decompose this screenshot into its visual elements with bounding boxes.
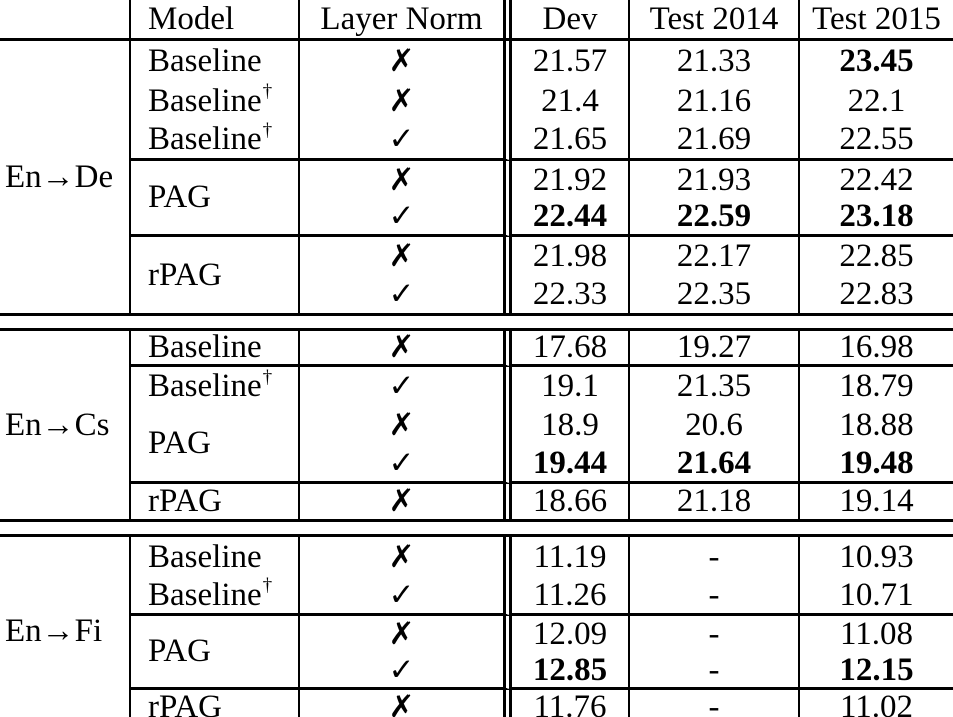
test2014-value: 21.18 — [630, 484, 800, 519]
check-icon: ✓ — [388, 576, 415, 613]
test2015-value: 18.88 — [839, 407, 914, 443]
test2015-value: 22.83 — [839, 275, 914, 312]
test2014-value: - — [630, 537, 800, 577]
model-label: Baseline — [148, 538, 262, 575]
dev-value: 18.66 — [512, 484, 630, 519]
section-divider — [0, 313, 953, 331]
layer-norm-cell — [300, 537, 512, 577]
test2014-value: 19.27 — [630, 331, 800, 367]
layer-norm-cell — [300, 237, 512, 275]
layer-norm-cell — [300, 690, 512, 717]
model-cell — [131, 161, 300, 237]
cross-icon: ✗ — [388, 407, 415, 443]
dev-value: 22.44 — [512, 199, 630, 237]
test2014-value: 22.35 — [630, 275, 800, 313]
check-icon: ✓ — [388, 444, 415, 481]
layer-norm-cell — [300, 161, 512, 199]
test2014-value: 21.16 — [630, 81, 800, 121]
layer-norm-cell — [300, 41, 512, 81]
model-label: Baseline — [148, 576, 262, 613]
col-header-test-2015: Test 2015 — [812, 0, 941, 37]
dev-value: 11.19 — [512, 537, 630, 577]
check-icon: ✓ — [388, 275, 415, 312]
dev-value: 21.92 — [512, 161, 630, 199]
dev-value: 18.9 — [512, 406, 630, 445]
model-cell: Baseline † — [131, 367, 300, 406]
cross-icon: ✗ — [388, 483, 415, 519]
test2015-value: 23.45 — [839, 42, 914, 79]
test2014-value: 21.93 — [630, 161, 800, 199]
model-cell — [131, 237, 300, 313]
model-label: rPAG — [148, 256, 222, 293]
layer-norm-cell — [300, 367, 512, 406]
layer-norm-cell — [300, 121, 512, 161]
dev-value: 19.44 — [512, 445, 630, 484]
test2015-value: 19.48 — [800, 445, 953, 484]
model-cell — [131, 690, 300, 717]
test2014-value: 21.69 — [630, 121, 800, 161]
cross-icon: ✗ — [388, 42, 415, 79]
dev-value: 12.09 — [512, 616, 630, 653]
test2015-value: 18.79 — [839, 368, 914, 404]
dev-value: 21.57 — [512, 41, 630, 81]
layer-norm-cell — [300, 577, 512, 616]
check-icon: ✓ — [388, 368, 415, 404]
cross-icon: ✗ — [388, 689, 415, 717]
layer-norm-cell — [300, 81, 512, 121]
dev-value: 22.33 — [512, 275, 630, 313]
layer-norm-cell — [300, 445, 512, 484]
test2014-value: 20.6 — [630, 406, 800, 445]
test2015-value: 10.71 — [800, 577, 953, 616]
col-header-model: Model — [131, 0, 300, 38]
table-header-row — [0, 0, 953, 41]
model-cell — [131, 484, 300, 519]
test2014-value: - — [630, 653, 800, 690]
cross-icon: ✗ — [388, 161, 415, 198]
section-en-cs — [0, 331, 953, 519]
section-divider — [0, 519, 953, 537]
cross-icon: ✗ — [388, 538, 415, 575]
model-cell — [131, 537, 300, 577]
test2015-value: 12.15 — [800, 653, 953, 690]
test2014-value: 21.33 — [630, 41, 800, 81]
dev-value: 11.76 — [512, 690, 630, 717]
model-cell: Baseline † — [131, 121, 300, 161]
model-label: Baseline — [148, 42, 262, 79]
layer-norm-cell — [300, 406, 512, 445]
test2015-value: 11.08 — [839, 616, 914, 652]
model-label: PAG — [148, 179, 211, 215]
model-cell: Baseline † — [131, 81, 300, 121]
test2014-value: 22.17 — [630, 237, 800, 275]
dev-value: 11.26 — [512, 577, 630, 616]
dev-value: 17.68 — [512, 331, 630, 367]
dev-value: 21.4 — [512, 81, 630, 121]
col-header-test-2014: Test 2014 — [630, 0, 800, 38]
dev-value: 19.1 — [512, 367, 630, 406]
test2015-value: 16.98 — [800, 331, 953, 367]
check-icon: ✓ — [388, 651, 415, 688]
section-en-de — [0, 41, 953, 313]
layer-norm-cell — [300, 275, 512, 313]
header-empty-cell — [0, 0, 131, 38]
test2015-value: 11.02 — [839, 689, 914, 717]
cross-icon: ✗ — [388, 237, 415, 274]
test2015-value: 23.18 — [800, 199, 953, 237]
dev-value: 21.98 — [512, 237, 630, 275]
dev-value: 12.85 — [512, 653, 630, 690]
col-header-dev: Dev — [512, 0, 630, 38]
model-label: Baseline — [148, 329, 262, 365]
model-cell — [131, 406, 300, 484]
cross-icon: ✗ — [388, 616, 415, 652]
model-cell — [131, 616, 300, 690]
model-cell — [131, 331, 300, 367]
test2015-value: 22.42 — [839, 161, 914, 198]
model-label: PAG — [148, 633, 211, 669]
check-icon: ✓ — [388, 121, 415, 157]
test2014-value: - — [630, 616, 800, 653]
dev-value: 21.65 — [512, 121, 630, 161]
layer-norm-cell — [300, 616, 512, 653]
test2014-value: - — [630, 690, 800, 717]
test2015-value: 22.55 — [800, 121, 953, 161]
group-label-en-cs: En→Cs — [0, 331, 131, 519]
model-label: rPAG — [148, 689, 222, 717]
test2015-value: 19.14 — [839, 483, 914, 519]
col-header-layer-norm: Layer Norm — [300, 0, 512, 38]
test2014-value: - — [630, 577, 800, 616]
group-label-en-de: En→De — [0, 41, 131, 313]
cross-icon: ✗ — [388, 82, 415, 119]
test2014-value: 21.64 — [630, 445, 800, 484]
test2014-value: 21.35 — [630, 367, 800, 406]
layer-norm-cell — [300, 653, 512, 690]
layer-norm-cell — [300, 331, 512, 367]
model-cell: Baseline † — [131, 577, 300, 616]
check-icon: ✓ — [388, 198, 415, 234]
model-label: Baseline — [148, 121, 262, 157]
group-label-en-fi: En→Fi — [0, 537, 131, 717]
layer-norm-cell — [300, 484, 512, 519]
model-label: Baseline — [148, 368, 262, 404]
model-label: PAG — [148, 425, 211, 461]
model-label: Baseline — [148, 82, 262, 119]
model-cell — [131, 41, 300, 81]
model-label: rPAG — [148, 483, 222, 519]
layer-norm-cell — [300, 199, 512, 237]
test2014-value: 22.59 — [630, 199, 800, 237]
cross-icon: ✗ — [388, 329, 415, 365]
test2015-value: 22.85 — [839, 237, 914, 274]
test2015-value: 10.93 — [839, 538, 914, 575]
section-en-fi — [0, 537, 953, 717]
test2015-value: 22.1 — [847, 82, 906, 119]
